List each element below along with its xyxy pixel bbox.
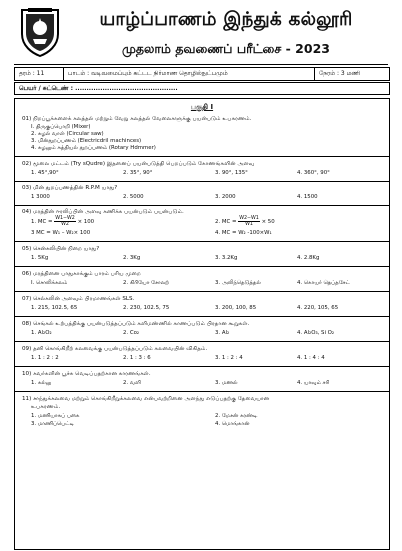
option: 3 MC = W₁ – W₂× 100 bbox=[31, 230, 91, 236]
option: 3. 200, 100, 85 bbox=[215, 305, 257, 311]
option-formula bbox=[31, 216, 94, 227]
question-8 bbox=[22, 320, 382, 328]
option: 3. 2000 bbox=[215, 194, 236, 200]
option: 4. கொயர் தெப்தசேட் bbox=[297, 280, 350, 286]
option: 4. 220, 105, 65 bbox=[297, 305, 339, 311]
question-10 bbox=[22, 370, 382, 378]
option: 4. 2.8Kg bbox=[297, 255, 320, 261]
subject-label: பாடம் : வடிவமைப்பும் கட்டட நிர்மாண தொழில்நுட்பமும் bbox=[68, 70, 228, 77]
question-6 bbox=[22, 270, 382, 278]
option-label: 2. MC = bbox=[215, 219, 237, 225]
question-stem: 04) மரத்தின் ஈரலிப்பின் அளவு கணிக்க பயன்படும் பயன்படும். bbox=[22, 209, 184, 215]
school-crest-logo bbox=[18, 6, 62, 58]
fraction: $\frac{W2-W1}{W1}$ bbox=[239, 216, 259, 227]
question-stem: 07) செல்கலின் அளவும் பிரமாணங்கள் SLS. bbox=[22, 296, 135, 302]
option: 4. 1 : 4 : 4 bbox=[297, 355, 325, 361]
question-divider bbox=[15, 156, 389, 157]
name-index-label: பெயர் / சுட்டெண் : ............................................. bbox=[19, 84, 178, 92]
option: 3. 1 : 2 : 4 bbox=[215, 355, 243, 361]
fraction: $\frac{W1-W2}{W2}$ bbox=[55, 216, 75, 227]
option: 3. மாணிப்பெட்டி bbox=[31, 421, 74, 427]
option: 2. 3Kg bbox=[123, 255, 141, 261]
question-stem: 03) மின் துறப்பணத்தின் R.P.M யாது? bbox=[22, 185, 118, 191]
option: 4. சுழலும் சுத்தியல் துறப்பணம் (Rotary Hdmmer) bbox=[31, 145, 156, 151]
option: 1. மணியாகப் பகை bbox=[31, 413, 80, 419]
option: 4. Al₂O₃, Si O₂ bbox=[297, 330, 335, 336]
question-stem: 09) தனி கொங்கிறீற் கலவைக்கு பயன்படுத்தப்படும் கலவையின் விகிதம். bbox=[22, 346, 208, 352]
option: 1. Al₂O₂ bbox=[31, 330, 52, 336]
option: 2. வளி bbox=[123, 380, 141, 386]
option: 4. MC = W₂ -100×W₁ bbox=[215, 230, 272, 236]
option: 2. 5000 bbox=[123, 194, 144, 200]
time-label: நேரம் : 3 மணி bbox=[319, 70, 361, 77]
option: 1. 1 : 2 : 2 bbox=[31, 355, 59, 361]
question-1 bbox=[22, 115, 382, 123]
option: 2. 35°, 90° bbox=[123, 170, 153, 176]
question-stem-continued: உபகரணம். bbox=[31, 404, 61, 410]
option: 2. மேசன் கரண்டி bbox=[215, 413, 258, 419]
question-divider bbox=[15, 241, 389, 242]
option: 1. 45°,90° bbox=[31, 170, 59, 176]
question-divider bbox=[15, 391, 389, 392]
question-stem: 10) கவர்களின் பூச்சு வெடிப்பதற்கான காரணங்கள். bbox=[22, 371, 151, 377]
question-stem: 11) சாந்துக்கலவை மற்றும் கொங்கிறீறுக்கலவை என்பவற்றினை அளந்து எடுப்பதற்கு தேவையான bbox=[22, 396, 270, 402]
option: 1. 5Kg bbox=[31, 255, 49, 261]
question-divider bbox=[15, 205, 389, 206]
question-stem: 06) மரத்தினை பாதுகாக்கும் பாரம் பரிய முறை bbox=[22, 271, 141, 277]
option: 1. கல்லு bbox=[31, 380, 52, 386]
question-9 bbox=[22, 345, 382, 353]
option: 1. 215, 102.5, 65 bbox=[31, 305, 78, 311]
question-2 bbox=[22, 160, 382, 168]
option-label: 1. MC = bbox=[31, 219, 53, 225]
option: 3. மணல் bbox=[215, 380, 238, 386]
question-section bbox=[14, 98, 390, 550]
question-divider bbox=[15, 366, 389, 367]
option-formula bbox=[215, 216, 275, 227]
question-divider bbox=[15, 316, 389, 317]
option: 3. மின்துறப்பணம் (Electricdril machinces) bbox=[31, 138, 142, 144]
option: 3. 90°, 135° bbox=[215, 170, 248, 176]
student-name-row bbox=[14, 82, 390, 95]
option: 2. 230, 102.5, 75 bbox=[123, 305, 170, 311]
question-stem: 02) மூலை மட்டம் (Try sQudre) இதனைப் பயன்படுத்தி பெறப்படும் கோணங்களின் அளவு bbox=[22, 161, 255, 167]
option: 1 3000 bbox=[31, 194, 50, 200]
option: 2. Co₂ bbox=[123, 330, 140, 336]
school-name: யாழ்ப்பாணம் இந்துக் கல்லூரி bbox=[99, 9, 353, 30]
question-4 bbox=[22, 208, 382, 216]
option: 2. சுழல் வாள் (Circular saw) bbox=[31, 131, 104, 137]
option: 2. கிரியோ சோலற் bbox=[123, 280, 169, 286]
question-divider bbox=[15, 181, 389, 182]
option: 4. 360°, 90° bbox=[297, 170, 330, 176]
option: 3. Al₂ bbox=[215, 330, 230, 336]
option: I. திருகுப்பொறி (Mixer) bbox=[31, 124, 91, 130]
question-5 bbox=[22, 245, 382, 253]
question-divider bbox=[15, 266, 389, 267]
formula-tail: × 100 bbox=[77, 219, 95, 225]
part-title: பகுதி I bbox=[190, 103, 214, 111]
option: 4. 1500 bbox=[297, 194, 318, 200]
formula-tail: × 50 bbox=[261, 219, 275, 225]
question-divider bbox=[15, 341, 389, 342]
option: 3. அலிந்தெடுத்தல் bbox=[215, 280, 261, 286]
grade-label: தரம் : 11 bbox=[19, 70, 45, 77]
question-11 bbox=[22, 395, 382, 411]
exam-title: முதலாம் தவணைப் பரீட்சை - 2023 bbox=[122, 41, 330, 56]
question-stem: 05) சென்கலியின் நிறை யாது? bbox=[22, 246, 100, 252]
exam-info-row bbox=[14, 67, 390, 81]
exam-header bbox=[14, 6, 388, 65]
question-3 bbox=[22, 184, 382, 192]
question-stem: 01) நிறப்பூக்களைக் கலத்தல் மற்றும் வேறு கலத்தல் வேலைகளுக்கு பயன்படும் உபகரணம். bbox=[22, 116, 252, 122]
option: 3. 3.2Kg bbox=[215, 255, 238, 261]
question-stem: 08) செங்கல் உற்பத்திக்கு பயன்படுத்தப்படும் களிமண்ணில் காணப்படும் பிரதான கூறுகள். bbox=[22, 321, 250, 327]
option: I. சொலிக்கலம் bbox=[31, 280, 68, 286]
option: 4. யாவும் சரி bbox=[297, 380, 330, 386]
question-divider bbox=[15, 291, 389, 292]
question-7 bbox=[22, 295, 382, 303]
option: 2. 1 : 3 : 6 bbox=[123, 355, 151, 361]
option: 4. மொங்கான் bbox=[215, 421, 250, 427]
